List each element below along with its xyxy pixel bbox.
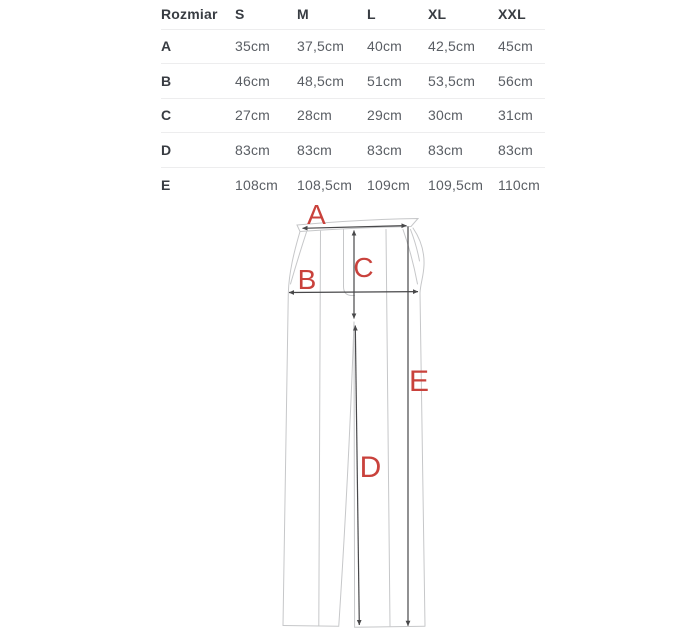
size-table-header-s: S bbox=[235, 6, 245, 23]
right-inseam bbox=[354, 322, 355, 627]
row-label-a: A bbox=[161, 38, 172, 55]
row-label-c: C bbox=[161, 107, 172, 124]
cell-e-l: 109cm bbox=[367, 176, 411, 193]
cell-a-s: 35cm bbox=[235, 38, 271, 55]
cell-d-m: 83cm bbox=[297, 142, 333, 159]
cell-e-m: 108,5cm bbox=[297, 176, 353, 193]
right-pocket-bag bbox=[403, 230, 418, 285]
cell-e-s: 108cm bbox=[235, 176, 279, 193]
right-hem bbox=[355, 626, 425, 627]
right-crease-line bbox=[386, 230, 390, 627]
dimension-label-d: D bbox=[359, 451, 382, 484]
dimension-label-b: B bbox=[297, 264, 317, 295]
cell-e-xxl: 110cm bbox=[498, 176, 540, 193]
size-table-header-rozmiar: Rozmiar bbox=[161, 6, 218, 23]
cell-c-xxl: 31cm bbox=[498, 107, 534, 124]
cell-b-xxl: 56cm bbox=[498, 72, 534, 89]
dimension-label-c: C bbox=[353, 252, 374, 283]
size-table-header-xl: XL bbox=[428, 6, 447, 23]
left-crease-line bbox=[319, 231, 321, 626]
cell-b-xl: 53,5cm bbox=[428, 72, 476, 89]
cell-a-xl: 42,5cm bbox=[428, 38, 476, 55]
size-table-header-xxl: XXL bbox=[498, 6, 526, 23]
cell-b-s: 46cm bbox=[235, 72, 271, 89]
right-pocket-opening bbox=[411, 230, 420, 262]
cell-c-xl: 30cm bbox=[428, 107, 464, 124]
row-label-d: D bbox=[161, 142, 172, 159]
cell-d-s: 83cm bbox=[235, 142, 271, 159]
cell-e-xl: 109,5cm bbox=[428, 176, 484, 193]
cell-a-l: 40cm bbox=[367, 38, 403, 55]
cell-a-m: 37,5cm bbox=[297, 38, 345, 55]
cell-a-xxl: 45cm bbox=[498, 38, 534, 55]
left-inseam bbox=[339, 322, 354, 626]
size-table-header-m: M bbox=[297, 6, 309, 23]
cell-d-xl: 83cm bbox=[428, 142, 464, 159]
dimension-label-a: A bbox=[307, 199, 326, 230]
cell-c-m: 28cm bbox=[297, 107, 333, 124]
cell-b-l: 51cm bbox=[367, 72, 403, 89]
cell-c-l: 29cm bbox=[367, 107, 403, 124]
size-table-header-l: L bbox=[367, 6, 376, 23]
row-label-e: E bbox=[161, 176, 171, 193]
cell-d-l: 83cm bbox=[367, 142, 403, 159]
cell-d-xxl: 83cm bbox=[498, 142, 534, 159]
dimension-label-e: E bbox=[408, 365, 430, 398]
cell-c-s: 27cm bbox=[235, 107, 271, 124]
row-label-b: B bbox=[161, 72, 172, 89]
cell-b-m: 48,5cm bbox=[297, 72, 345, 89]
right-outer-seam bbox=[413, 228, 425, 626]
left-hem bbox=[283, 626, 339, 627]
